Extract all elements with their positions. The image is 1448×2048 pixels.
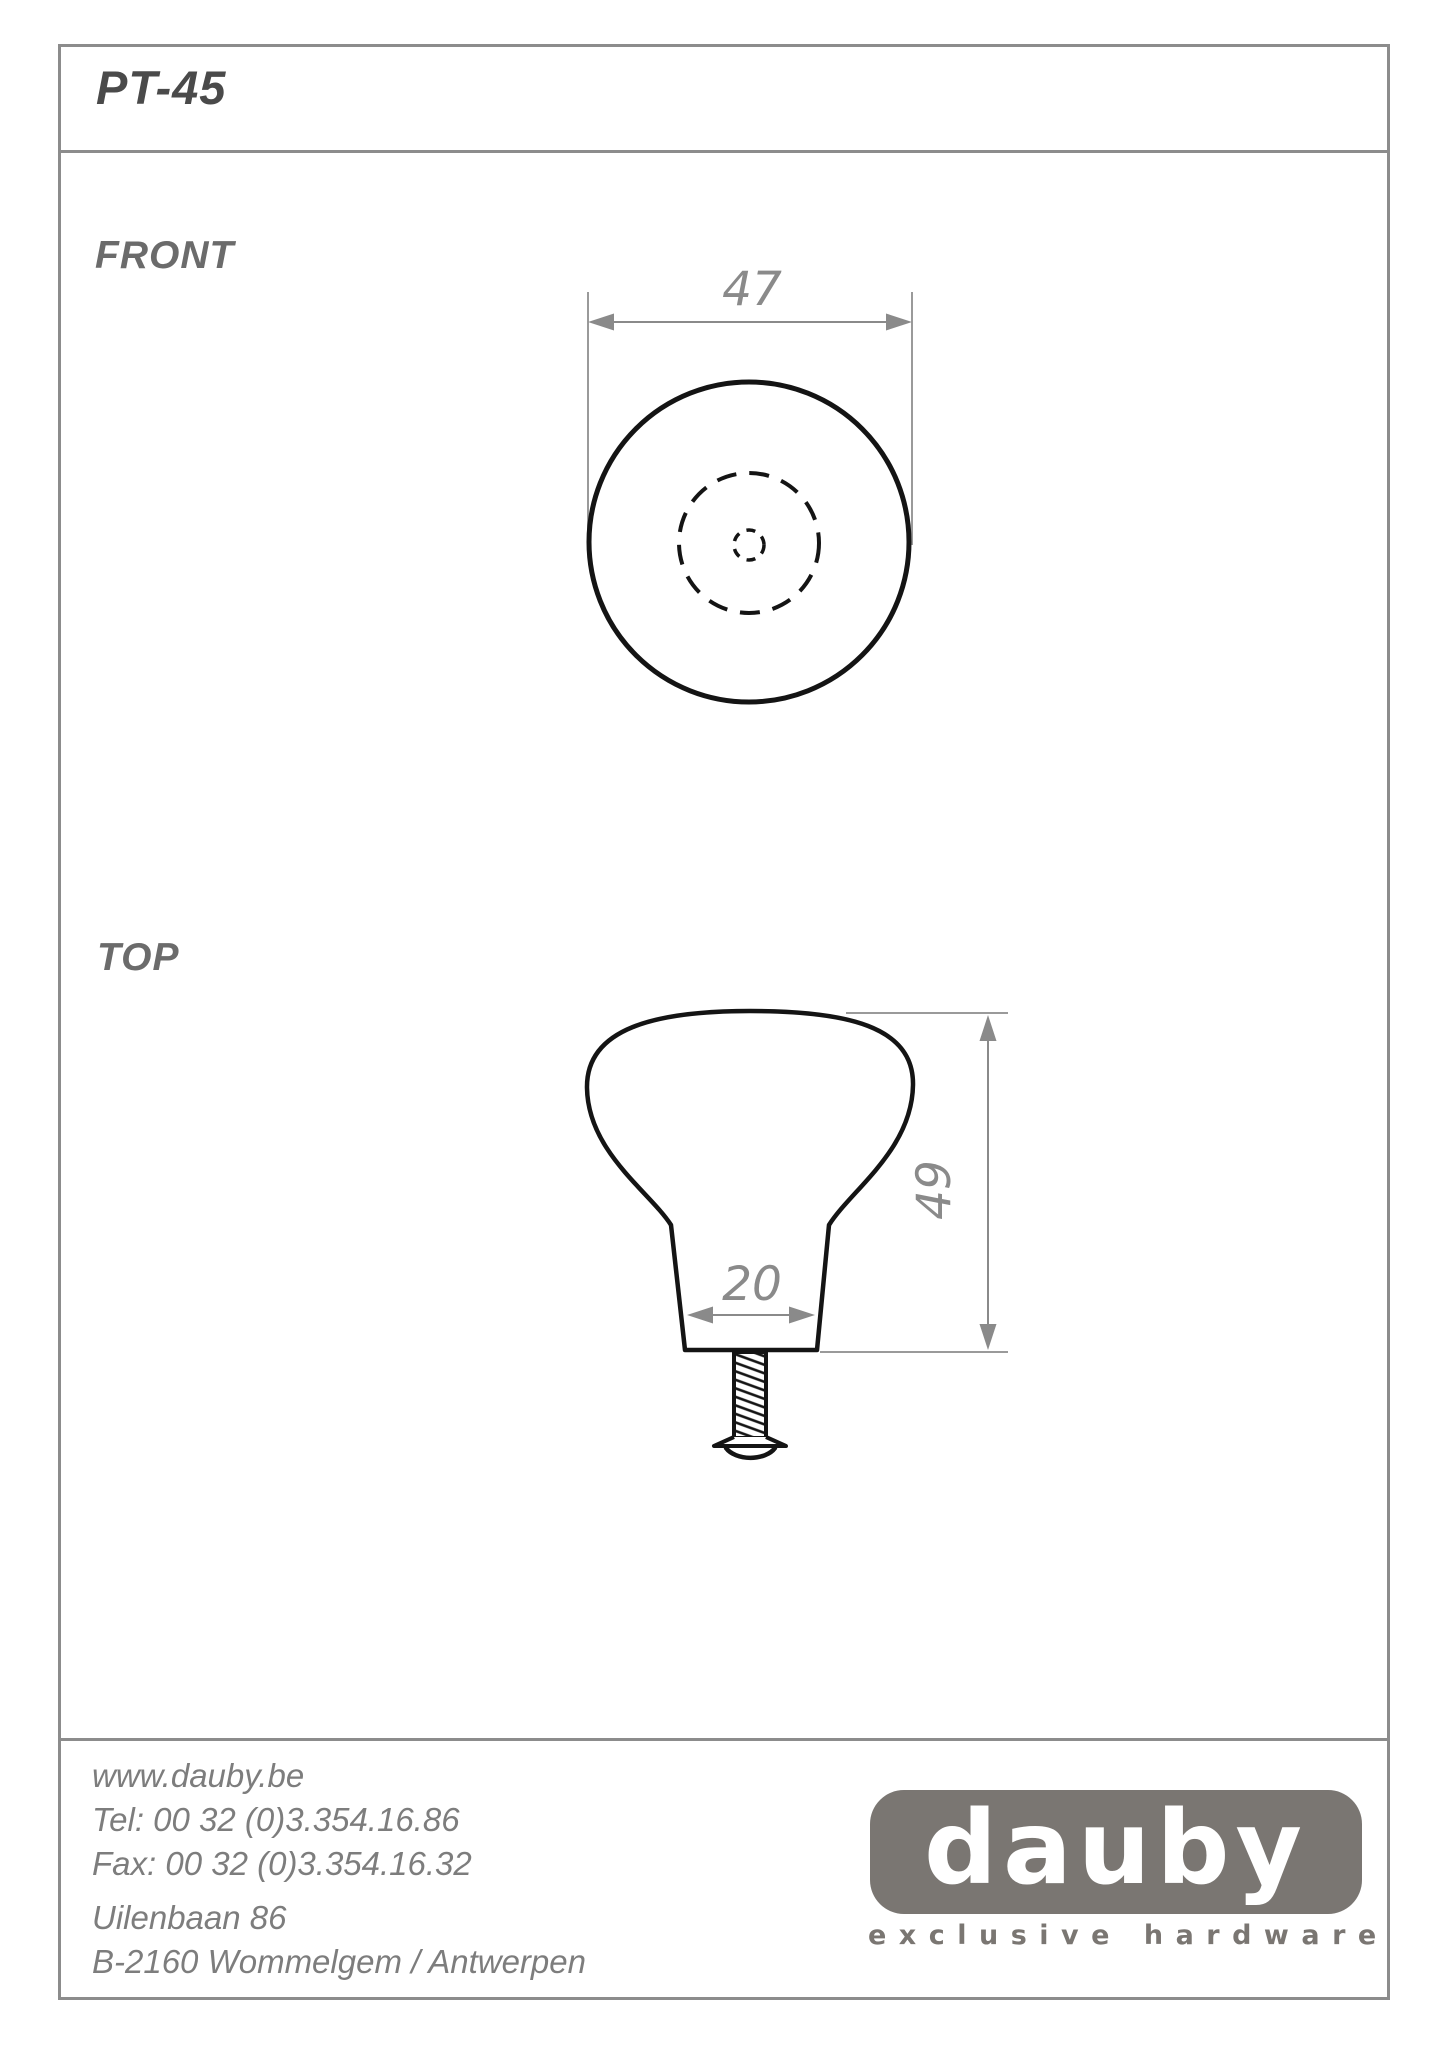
front-view-label: FRONT	[95, 234, 235, 277]
screw-head-flange	[714, 1437, 786, 1446]
fax-text: Fax: 00 32 (0)3.354.16.32	[92, 1845, 472, 1882]
dauby-logo	[870, 1790, 1362, 1914]
address-street: Uilenbaan 86	[92, 1899, 287, 1936]
tel-text: Tel: 00 32 (0)3.354.16.86	[92, 1801, 460, 1838]
front-dim-arrow-right	[886, 314, 912, 331]
product-code: PT-45	[96, 61, 227, 114]
address-info	[92, 1896, 586, 1984]
front-diameter-dimension: 47	[722, 262, 782, 317]
website-text: www.dauby.be	[92, 1757, 305, 1794]
screw-threaded-shaft	[734, 1352, 766, 1438]
contact-info	[92, 1754, 472, 1886]
top-view-label: TOP	[97, 936, 180, 979]
base-width-dimension: 20	[722, 1257, 782, 1312]
height-dim-arrow-up	[980, 1015, 997, 1041]
top-view-drawing	[587, 1011, 1008, 1458]
address-city: B-2160 Wommelgem / Antwerpen	[92, 1943, 586, 1980]
front-dim-arrow-left	[588, 314, 614, 331]
height-dimension: 49	[907, 1160, 962, 1220]
dauby-logo-tagline: exclusive hardware	[868, 1920, 1389, 1951]
screw-head-dome	[726, 1448, 775, 1458]
knob-outer-circle	[589, 382, 909, 702]
front-view-drawing	[588, 262, 912, 702]
height-dim-arrow-down	[980, 1324, 997, 1350]
dauby-logo-text: dauby	[924, 1789, 1308, 1908]
